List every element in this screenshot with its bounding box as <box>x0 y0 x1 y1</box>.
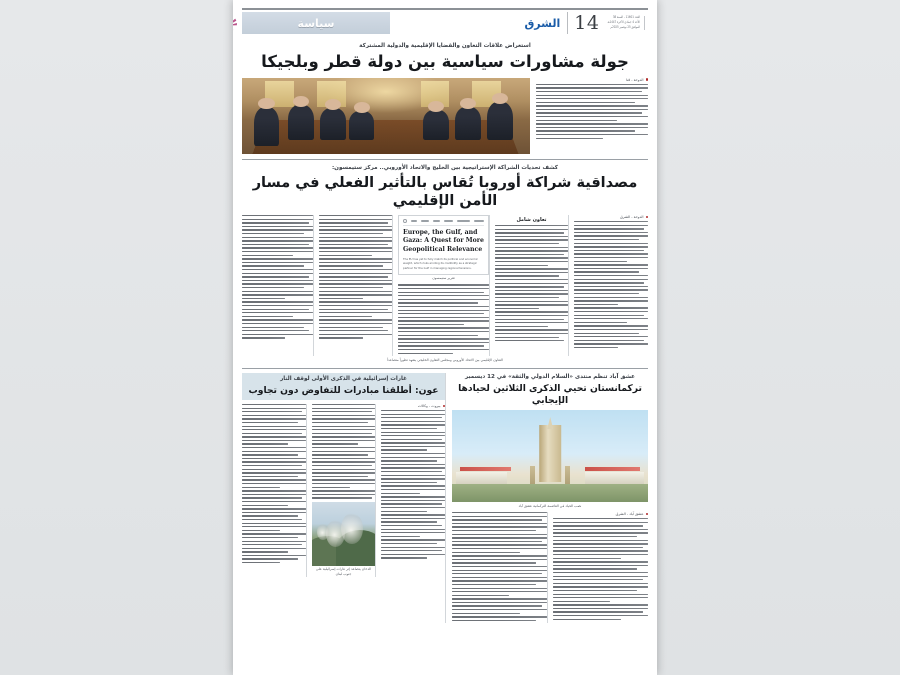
embed-caption: تقرير ستيمسون <box>432 276 455 281</box>
lead-body-text <box>536 84 648 139</box>
lead-photo[interactable] <box>242 78 530 154</box>
second-column-4 <box>319 215 393 356</box>
lebanon-byline <box>381 404 445 408</box>
stimson-article-embed[interactable] <box>398 215 489 275</box>
second-body-col-2 <box>495 225 568 341</box>
embed-title: Europe, the Gulf, and Gaza: A Quest for More Geopolitical Relevance <box>403 229 484 253</box>
second-body-col-1 <box>574 221 648 348</box>
lead-photo-block <box>242 78 530 154</box>
turkmenistan-kicker: عشق آباد تنظم منتدى «السلام الدولي والثقة» في 12 ديسمبر <box>465 374 635 381</box>
lebanon-body-col-2 <box>312 404 376 499</box>
masthead-date-line-3: الموافق 25 نوفمبر 2025م <box>610 25 640 30</box>
second-body-col-5 <box>242 215 313 339</box>
search-icon[interactable] <box>403 219 407 223</box>
section-tab-politics[interactable] <box>242 12 390 34</box>
lebanon-col-3 <box>242 404 307 578</box>
brand-logo[interactable]: الشرق <box>524 16 561 30</box>
newspaper-page <box>233 0 657 675</box>
second-byline <box>574 215 648 219</box>
lead-headline[interactable]: جولة مشاورات سياسية بين دولة قطر وبلجيكا <box>261 52 629 72</box>
turkmenistan-col-1 <box>553 512 648 623</box>
second-column-5 <box>242 215 314 356</box>
lead-byline-text: الدوحة - قنا <box>626 77 644 82</box>
masthead-spacer <box>390 12 517 34</box>
turkmenistan-byline-text: عشق آباد - الشرق <box>615 512 644 517</box>
lebanon-headline[interactable]: عون: أطلقنا مبادرات للتفاوض دون تجاوب <box>248 385 439 397</box>
second-column-caption: التعاون الإقليمي بين الاتحاد الأوروبي ومجلس التعاون الخليجي يشهد تطوراً متصاعداً <box>387 358 503 363</box>
turkmenistan-photo-caption: نصب الحياد في العاصمة التركمانية عشق آباد <box>518 503 582 508</box>
second-article <box>242 164 648 370</box>
lebanon-photo[interactable] <box>312 502 376 566</box>
masthead-date <box>603 16 645 30</box>
second-column-3 <box>398 215 490 356</box>
lead-byline <box>536 78 648 82</box>
masthead-top-rule <box>242 8 648 10</box>
lebanon-col-1 <box>381 404 445 578</box>
embed-nav-bar[interactable] <box>403 219 484 226</box>
lebanon-byline-text: بيروت - وكالات <box>417 403 441 408</box>
section-tab-label: سياسة <box>297 16 335 30</box>
byline-bullet-icon <box>646 78 649 81</box>
second-body-col-4 <box>319 215 392 339</box>
masthead-date-line-1: العدد 11601 - السنة 38 <box>612 15 640 20</box>
lebanon-body-col-3 <box>242 404 306 563</box>
second-body-col-3 <box>398 284 489 354</box>
second-column-1 <box>574 215 648 356</box>
turkmenistan-col-2 <box>452 512 548 623</box>
lebanon-article <box>242 373 446 623</box>
lead-text-column <box>536 78 648 154</box>
lead-kicker: استعراض علاقات التعاون والقضايا الإقليمية والدولية المشتركة <box>359 43 531 49</box>
turkmenistan-body-col-2 <box>452 512 547 621</box>
page-number-block <box>567 12 648 34</box>
lebanon-photo-caption: الدخان يتصاعد إثر غارات إسرائيلية على جنوب لبنان <box>315 567 372 577</box>
turkmenistan-body-col-1 <box>553 518 648 620</box>
lead-article <box>242 42 648 160</box>
byline-bullet-icon <box>646 513 649 516</box>
lead-section-divider <box>242 159 648 160</box>
page-number: 14 <box>574 11 600 34</box>
sunburst-icon <box>233 14 238 33</box>
byline-bullet-icon <box>646 216 649 219</box>
lebanon-body-col-1 <box>381 410 445 559</box>
turkmenistan-photo[interactable] <box>452 410 648 502</box>
second-kicker: كشف تحديات الشراكة الإستراتيجية بين الخليج والاتحاد الأوروبي.. مركز ستيمسون: <box>331 164 559 171</box>
second-byline-text: الدوحة - الشرق <box>619 215 644 220</box>
bottom-section <box>242 373 648 623</box>
lebanon-kicker: غارات إسرائيلية في الذكرى الأولى لوقف النار <box>280 376 407 383</box>
second-column-2 <box>495 215 569 356</box>
embed-dek: The EU has yet to fully match its political and economic weight, which risks eroding its credibility as a strategic partner for the Gulf in managing regional tensions. <box>403 257 478 270</box>
second-section-divider <box>242 368 648 369</box>
masthead <box>242 0 648 40</box>
turkmenistan-byline <box>553 512 648 516</box>
turkmenistan-headline[interactable]: تركمانستان تحيي الذكرى الثلاثين لحيادها الإيجابي <box>458 383 642 406</box>
masthead-date-line-2: الأحد 4 جمادى الآخرة 1447هـ <box>607 20 640 25</box>
second-headline[interactable]: مصداقية شراكة أوروبا تُقاس بالتأثير الفعلي في مسار الأمن الإقليمي <box>252 174 638 209</box>
lebanon-col-2 <box>312 404 377 578</box>
second-subhead: تعاون شامل <box>516 217 547 224</box>
byline-bullet-icon <box>443 405 446 408</box>
turkmenistan-article <box>452 373 648 623</box>
lebanon-headline-band <box>242 373 445 400</box>
